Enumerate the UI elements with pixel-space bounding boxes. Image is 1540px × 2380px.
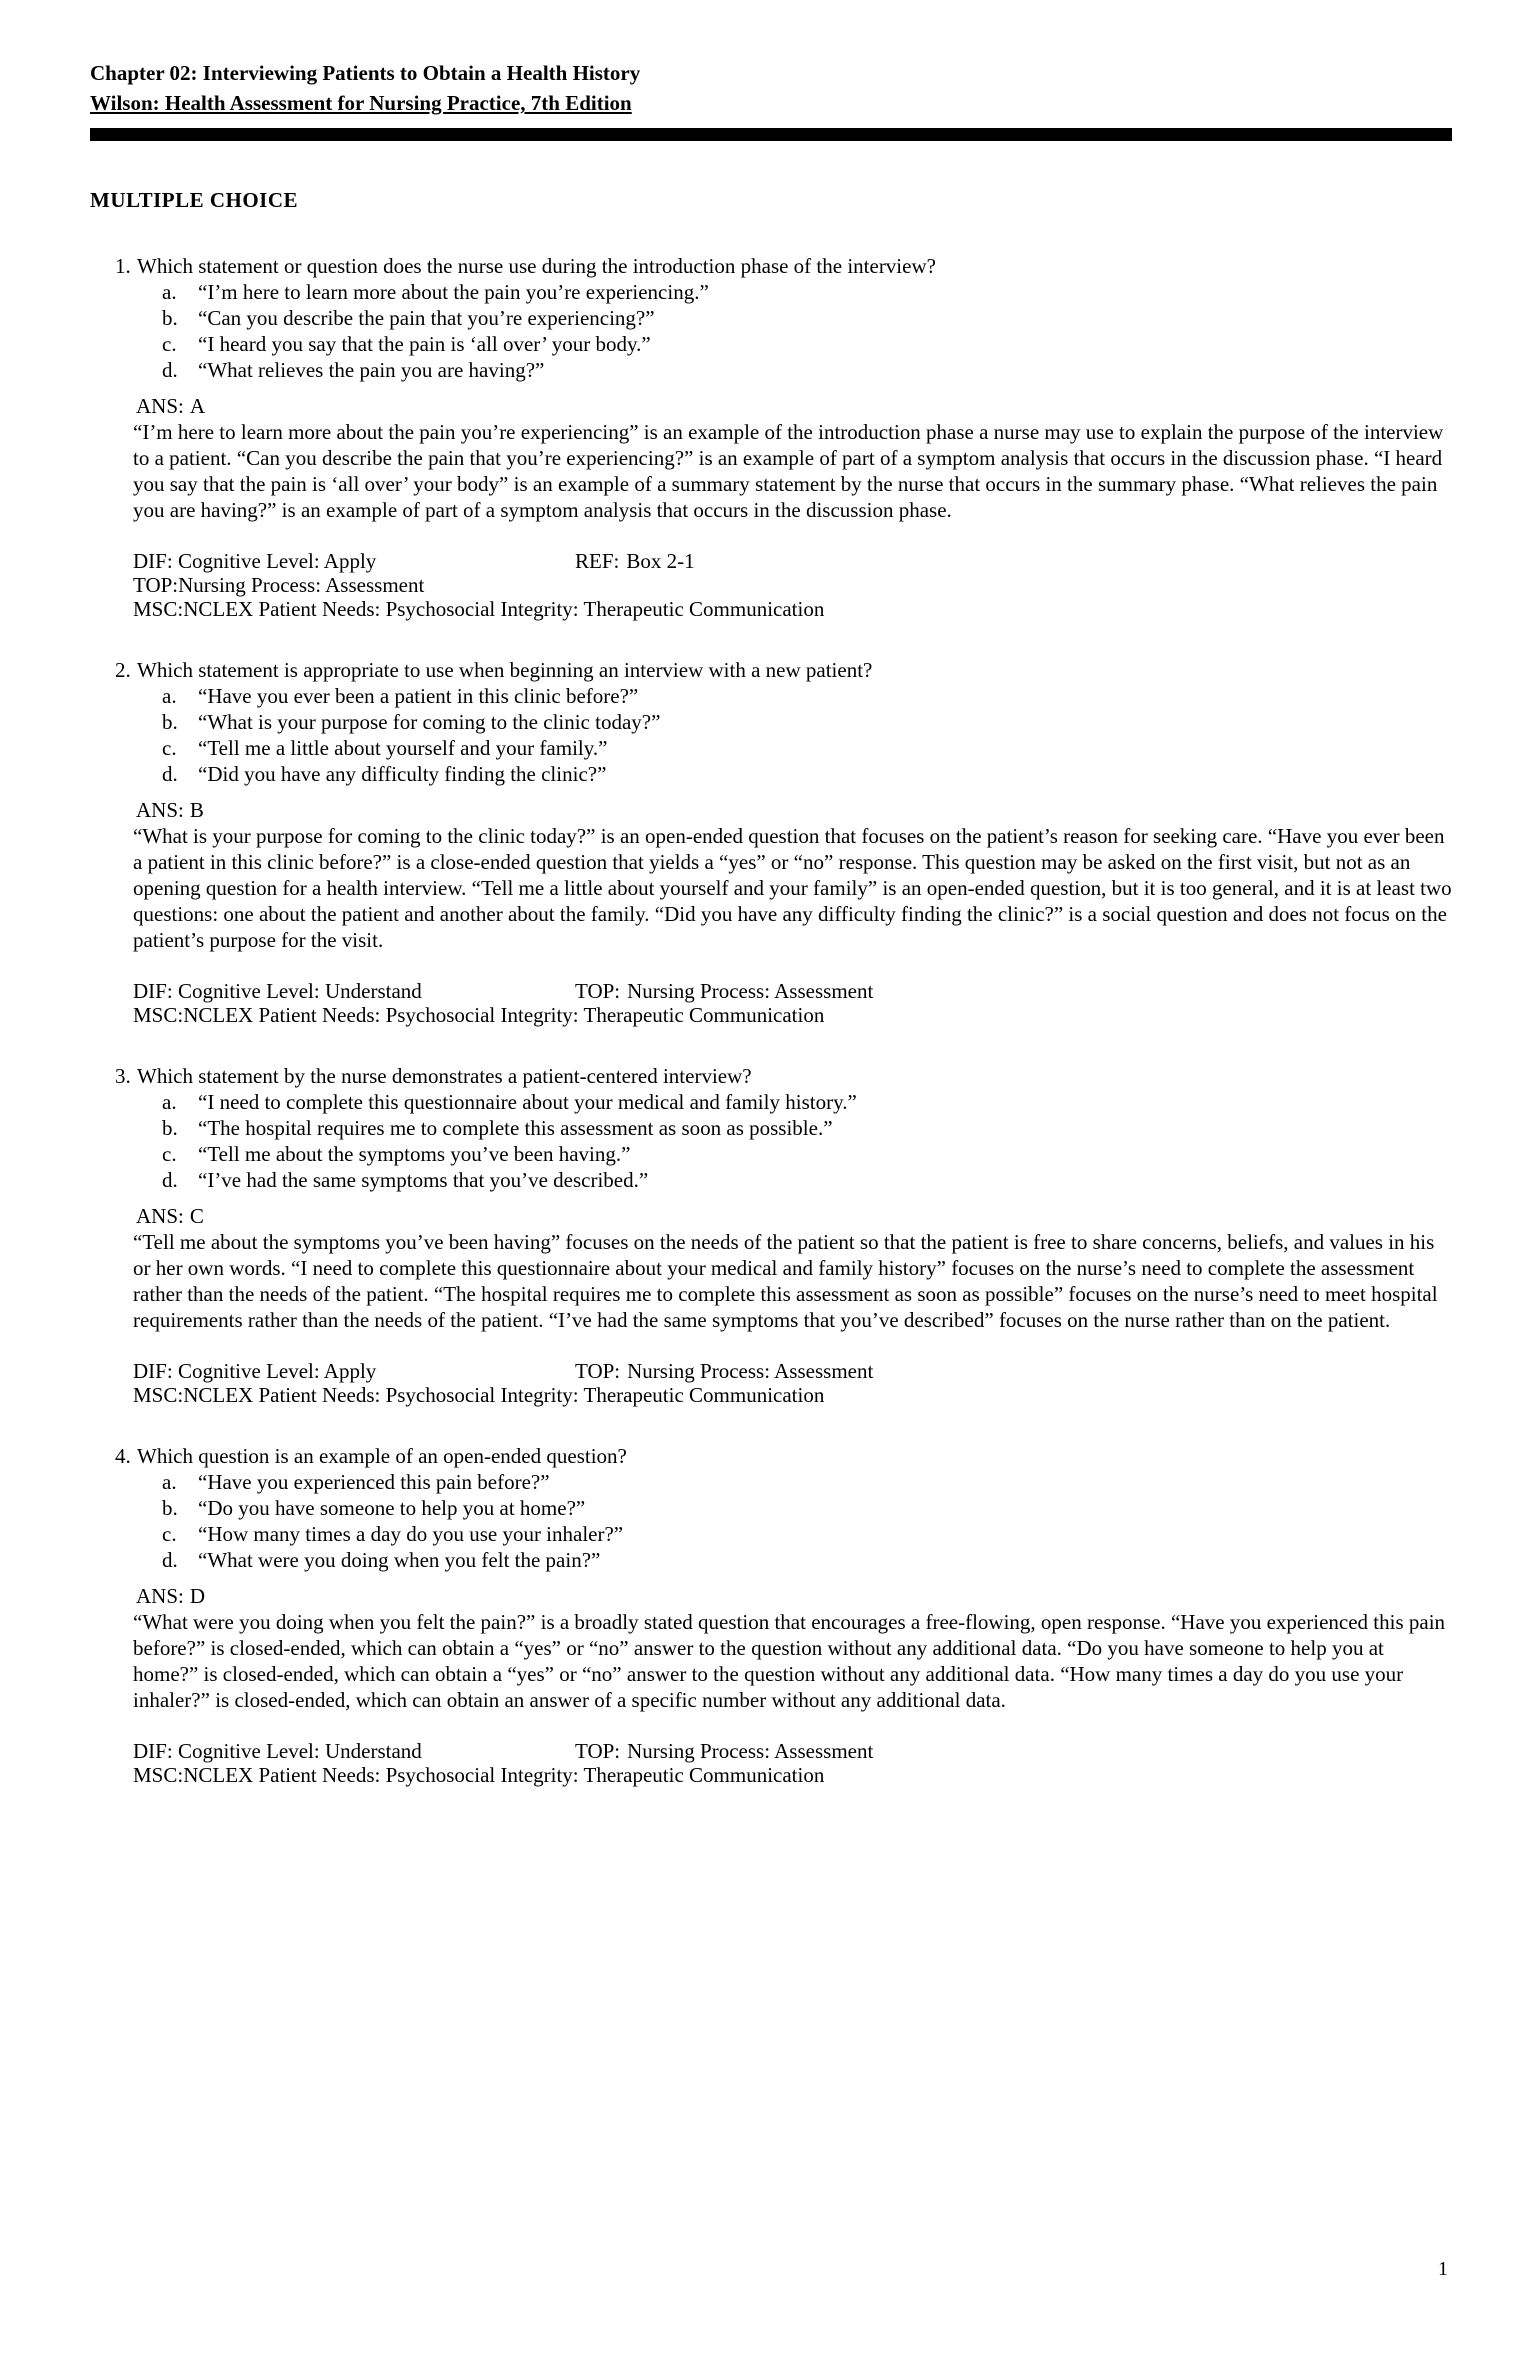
option-letter: a. bbox=[162, 1090, 177, 1114]
question-stem: Which statement is appropriate to use when beginning an interview with a new patient? bbox=[137, 658, 873, 682]
option-row bbox=[162, 357, 1452, 383]
option-letter: d. bbox=[162, 762, 178, 786]
option-text: “What were you doing when you felt the pain?” bbox=[198, 1548, 601, 1572]
meta-row bbox=[133, 573, 1452, 597]
option-letter: d. bbox=[162, 358, 178, 382]
meta-label: TOP: bbox=[575, 979, 621, 1003]
meta-value: NCLEX Patient Needs: Psychosocial Integrity: Therapeutic Communication bbox=[183, 1383, 825, 1407]
meta-pair bbox=[133, 979, 575, 1003]
meta-label: TOP: bbox=[133, 573, 179, 597]
option-row bbox=[162, 1469, 1452, 1495]
option-row bbox=[162, 683, 1452, 709]
meta-value: Cognitive Level: Apply bbox=[178, 1359, 377, 1383]
question-stem: Which question is an example of an open-ended question? bbox=[137, 1444, 627, 1468]
meta-value: NCLEX Patient Needs: Psychosocial Integrity: Therapeutic Communication bbox=[183, 1763, 825, 1787]
answer-block bbox=[133, 393, 1452, 523]
option-row bbox=[162, 331, 1452, 357]
meta-pair bbox=[133, 549, 575, 573]
book-title: Wilson: Health Assessment for Nursing Practice, 7th Edition bbox=[90, 91, 632, 115]
answer-label: ANS: bbox=[136, 394, 184, 418]
option-text: “How many times a day do you use your inhaler?” bbox=[198, 1522, 624, 1546]
option-row bbox=[162, 1115, 1452, 1141]
meta-label: MSC: bbox=[133, 597, 184, 621]
option-letter: d. bbox=[162, 1548, 178, 1572]
meta-value: Box 2-1 bbox=[626, 549, 695, 573]
option-text: “Tell me a little about yourself and your family.” bbox=[198, 736, 608, 760]
option-letter: b. bbox=[162, 306, 178, 330]
meta-label: MSC: bbox=[133, 1003, 184, 1027]
rationale-text: “I’m here to learn more about the pain you’re experiencing” is an example of the introduction phase a nurse may use to explain the purpose of the interview to a patient. “Can you describe the pain that you’re experiencing?” is an example of part of a symptom analysis that occurs in the discussion phase. “I heard you say that the pain is ‘all over’ your body” is an example of a summary statement by the nurse that occurs in the summary phase. “What relieves the pain you are having?” is an example of part of a symptom analysis that occurs in the discussion phase. bbox=[133, 420, 1444, 522]
meta-block bbox=[133, 1739, 1452, 1787]
question-stem-row bbox=[100, 1443, 1452, 1469]
options-list bbox=[162, 1469, 1452, 1573]
question-stem-row bbox=[100, 1063, 1452, 1089]
option-row bbox=[162, 1167, 1452, 1193]
option-text: “Tell me about the symptoms you’ve been having.” bbox=[198, 1142, 631, 1166]
meta-block bbox=[133, 1359, 1452, 1407]
option-row bbox=[162, 1089, 1452, 1115]
meta-row bbox=[133, 1739, 1452, 1763]
option-text: “Have you experienced this pain before?” bbox=[198, 1470, 550, 1494]
question-number: 2. bbox=[115, 658, 131, 682]
meta-value: NCLEX Patient Needs: Psychosocial Integrity: Therapeutic Communication bbox=[183, 1003, 825, 1027]
meta-value: Cognitive Level: Apply bbox=[178, 549, 377, 573]
answer-label: ANS: bbox=[136, 1584, 184, 1608]
option-row bbox=[162, 761, 1452, 787]
meta-value: NCLEX Patient Needs: Psychosocial Integrity: Therapeutic Communication bbox=[183, 597, 825, 621]
option-letter: d. bbox=[162, 1168, 178, 1192]
question-stem-row bbox=[100, 253, 1452, 279]
option-text: “Have you ever been a patient in this clinic before?” bbox=[198, 684, 639, 708]
question-stem-row bbox=[100, 657, 1452, 683]
answer-block bbox=[133, 1583, 1452, 1713]
option-letter: c. bbox=[162, 332, 177, 356]
meta-value: Nursing Process: Assessment bbox=[627, 979, 874, 1003]
meta-pair bbox=[133, 1763, 824, 1787]
option-letter: c. bbox=[162, 1142, 177, 1166]
option-row bbox=[162, 709, 1452, 735]
option-row bbox=[162, 305, 1452, 331]
meta-row bbox=[133, 979, 1452, 1003]
meta-row bbox=[133, 1003, 1452, 1027]
meta-row bbox=[133, 1359, 1452, 1383]
option-text: “I need to complete this questionnaire about your medical and family history.” bbox=[198, 1090, 857, 1114]
options-list bbox=[162, 1089, 1452, 1193]
question-item bbox=[100, 657, 1452, 1027]
answer-block bbox=[133, 1203, 1452, 1333]
option-letter: c. bbox=[162, 736, 177, 760]
question-number: 3. bbox=[115, 1064, 131, 1088]
option-row bbox=[162, 735, 1452, 761]
answer-line bbox=[133, 1583, 1452, 1609]
rationale-text: “What is your purpose for coming to the clinic today?” is an open-ended question that focuses on the patient’s reason for seeking care. “Have you ever been a patient in this clinic before?” is a close-ended question that yields a “yes” or “no” response. This question may be asked on the first visit, but not as an opening question for a health interview. “Tell me a little about yourself and your family” is an open-ended question, but it is too general, and it is at least two questions: one about the patient and another about the family. “Did you have any difficulty finding the clinic?” is a social question and does not focus on the patient’s purpose for the visit. bbox=[133, 824, 1452, 952]
answer-label: ANS: bbox=[136, 798, 184, 822]
section-heading: MULTIPLE CHOICE bbox=[90, 188, 299, 212]
meta-row bbox=[133, 1383, 1452, 1407]
question-number: 1. bbox=[115, 254, 131, 278]
meta-pair bbox=[575, 549, 695, 573]
chapter-title: Chapter 02: Interviewing Patients to Obtain a Health History bbox=[90, 61, 641, 85]
answer-line bbox=[133, 797, 1452, 823]
meta-label: REF: bbox=[575, 549, 620, 573]
option-letter: a. bbox=[162, 684, 177, 708]
page-header bbox=[90, 58, 1452, 141]
option-row bbox=[162, 1495, 1452, 1521]
meta-block bbox=[133, 549, 1452, 621]
meta-pair bbox=[133, 1003, 824, 1027]
divider-bar bbox=[90, 128, 1452, 141]
option-text: “Can you describe the pain that you’re experiencing?” bbox=[198, 306, 655, 330]
options-list bbox=[162, 683, 1452, 787]
option-letter: b. bbox=[162, 1496, 178, 1520]
option-letter: b. bbox=[162, 1116, 178, 1140]
meta-row bbox=[133, 549, 1452, 573]
answer-value: A bbox=[189, 394, 206, 418]
option-row bbox=[162, 1547, 1452, 1573]
meta-pair bbox=[133, 573, 424, 597]
meta-block bbox=[133, 979, 1452, 1027]
meta-value: Nursing Process: Assessment bbox=[627, 1739, 874, 1763]
question-item bbox=[100, 1063, 1452, 1407]
rationale-text: “What were you doing when you felt the pain?” is a broadly stated question that encourages a free-flowing, open response. “Have you experienced this pain before?” is closed-ended, which can obtain a “yes” or “no” answer to the question without any additional data. “Do you have someone to help you at home?” is closed-ended, which can obtain a “yes” or “no” answer to the question without any additional data. “How many times a day do you use your inhaler?” is closed-ended, which can obtain an answer of a specific number without any additional data. bbox=[133, 1610, 1446, 1712]
meta-value: Nursing Process: Assessment bbox=[178, 573, 425, 597]
page-number: 1 bbox=[1438, 2258, 1448, 2280]
option-letter: a. bbox=[162, 1470, 177, 1494]
option-text: “I’m here to learn more about the pain you’re experiencing.” bbox=[198, 280, 709, 304]
meta-pair bbox=[575, 979, 873, 1003]
answer-value: B bbox=[189, 798, 204, 822]
meta-row bbox=[133, 597, 1452, 621]
meta-value: Nursing Process: Assessment bbox=[627, 1359, 874, 1383]
meta-pair bbox=[133, 1359, 575, 1383]
meta-label: MSC: bbox=[133, 1763, 184, 1787]
answer-line bbox=[133, 1203, 1452, 1229]
option-text: “The hospital requires me to complete this assessment as soon as possible.” bbox=[198, 1116, 833, 1140]
meta-label: DIF: bbox=[133, 979, 173, 1003]
question-item bbox=[100, 253, 1452, 621]
option-letter: a. bbox=[162, 280, 177, 304]
question-stem: Which statement by the nurse demonstrates a patient-centered interview? bbox=[137, 1064, 752, 1088]
question-stem: Which statement or question does the nurse use during the introduction phase of the interview? bbox=[137, 254, 936, 278]
answer-value: C bbox=[189, 1204, 204, 1228]
meta-pair bbox=[575, 1359, 873, 1383]
meta-label: DIF: bbox=[133, 549, 173, 573]
option-row bbox=[162, 1521, 1452, 1547]
option-text: “I’ve had the same symptoms that you’ve described.” bbox=[198, 1168, 649, 1192]
meta-label: MSC: bbox=[133, 1383, 184, 1407]
meta-label: DIF: bbox=[133, 1359, 173, 1383]
options-list bbox=[162, 279, 1452, 383]
meta-label: TOP: bbox=[575, 1359, 621, 1383]
meta-label: TOP: bbox=[575, 1739, 621, 1763]
meta-pair bbox=[133, 1739, 575, 1763]
meta-value: Cognitive Level: Understand bbox=[178, 979, 422, 1003]
option-letter: b. bbox=[162, 710, 178, 734]
rationale-text: “Tell me about the symptoms you’ve been having” focuses on the needs of the patient so that the patient is free to share concerns, beliefs, and values in his or her own words. “I need to complete this questionnaire about your medical and family history” focuses on the nurse’s need to complete the assessment rather than the needs of the patient. “The hospital requires me to complete this assessment as soon as possible” focuses on the nurse’s need to meet hospital requirements rather than the needs of the patient. “I’ve had the same symptoms that you’ve described” focuses on the nurse rather than on the patient. bbox=[133, 1230, 1438, 1332]
question-item bbox=[100, 1443, 1452, 1787]
meta-value: Cognitive Level: Understand bbox=[178, 1739, 422, 1763]
meta-pair bbox=[133, 597, 824, 621]
option-row bbox=[162, 279, 1452, 305]
option-text: “Did you have any difficulty finding the clinic?” bbox=[198, 762, 607, 786]
questions-list bbox=[90, 253, 1452, 1787]
meta-pair bbox=[575, 1739, 873, 1763]
answer-value: D bbox=[189, 1584, 206, 1608]
option-letter: c. bbox=[162, 1522, 177, 1546]
option-text: “Do you have someone to help you at home?” bbox=[198, 1496, 586, 1520]
meta-pair bbox=[133, 1383, 824, 1407]
question-number: 4. bbox=[115, 1444, 131, 1468]
meta-row bbox=[133, 1763, 1452, 1787]
answer-block bbox=[133, 797, 1452, 953]
option-row bbox=[162, 1141, 1452, 1167]
answer-line bbox=[133, 393, 1452, 419]
option-text: “What is your purpose for coming to the clinic today?” bbox=[198, 710, 661, 734]
option-text: “I heard you say that the pain is ‘all over’ your body.” bbox=[198, 332, 651, 356]
option-text: “What relieves the pain you are having?” bbox=[198, 358, 545, 382]
meta-label: DIF: bbox=[133, 1739, 173, 1763]
answer-label: ANS: bbox=[136, 1204, 184, 1228]
